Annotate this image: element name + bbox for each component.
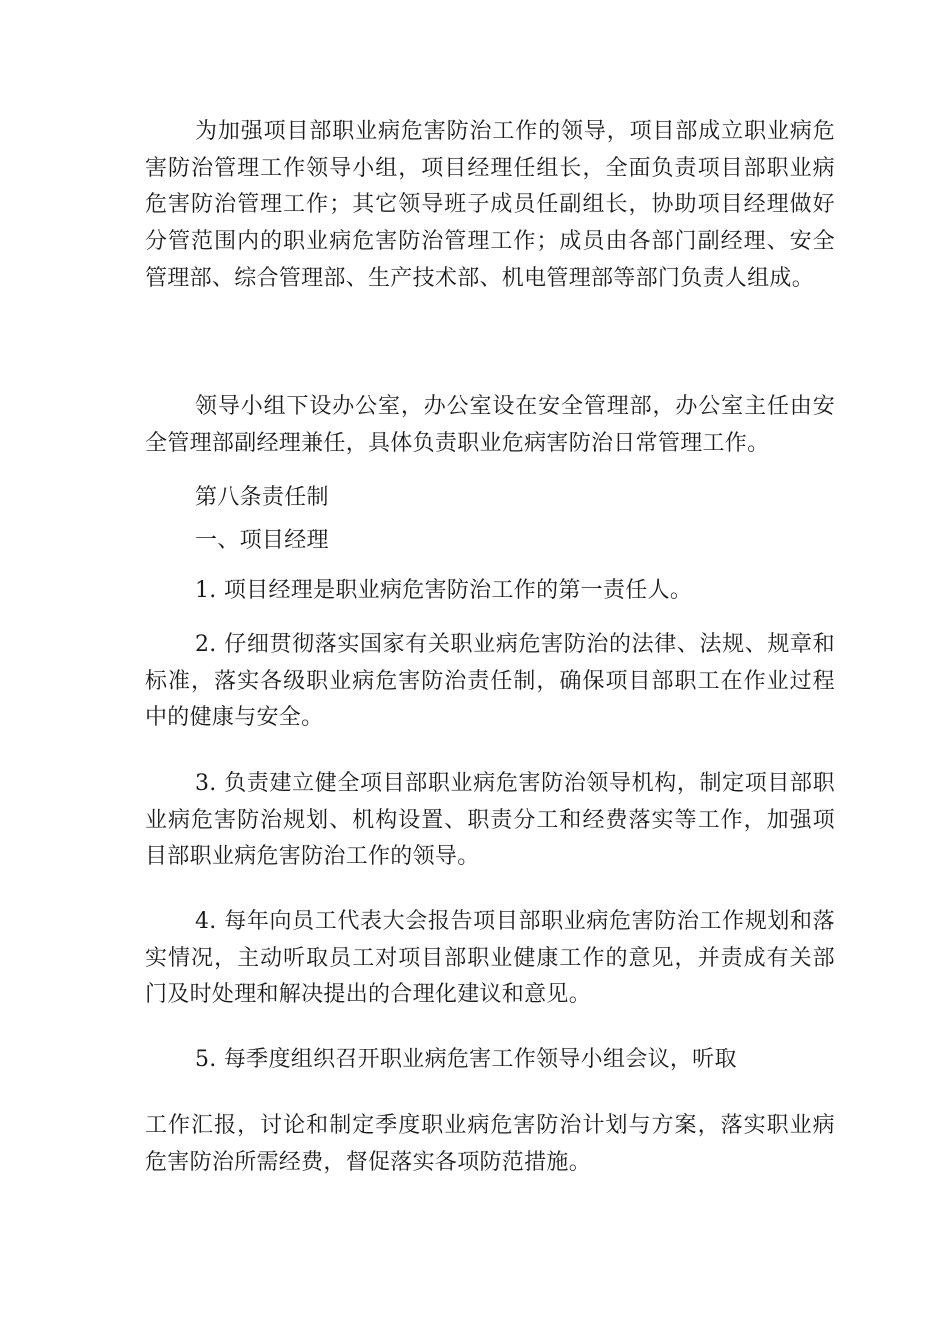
list-item: 2. 仔细贯彻落实国家有关职业病危害防治的法律、法规、规章和标准，落实各级职业病危害防治责任制，确保项目部职工在作业过程中的健康与安全。 xyxy=(145,632,835,731)
paragraph-continuation: 工作汇报，讨论和制定季度职业病危害防治计划与方案，落实职业病危害防治所需经费，督促落实各项防范措施。 xyxy=(145,1113,835,1175)
paragraph-office: 领导小组下设办公室，办公室设在安全管理部，办公室主任由安全管理部副经理兼任，具体负责职业危病害防治日常管理工作。 xyxy=(145,394,835,456)
article-heading: 第八条责任制 xyxy=(195,485,329,510)
section-heading: 一、项目经理 xyxy=(195,528,329,553)
list-item: 5. 每季度组织召开职业病危害工作领导小组会议，听取 xyxy=(195,1047,737,1072)
list-item: 3. 负责建立健全项目部职业病危害防治领导机构，制定项目部职业病危害防治规划、机构设置、职责分工和经费落实等工作，加强项目部职业病危害防治工作的领导。 xyxy=(145,771,835,870)
list-item: 4. 每年向员工代表大会报告项目部职业病危害防治工作规划和落实情况，主动听取员工对项目部职业健康工作的意见，并责成有关部门及时处理和解决提出的合理化建议和意见。 xyxy=(145,909,835,1008)
list-item: 1. 项目经理是职业病危害防治工作的第一责任人。 xyxy=(195,578,693,603)
paragraph-leadership-group: 为加强项目部职业病危害防治工作的领导，项目部成立职业病危害防治管理工作领导小组，项目经理任组长，全面负责项目部职业病危害防治管理工作；其它领导班子成员任副组长，协助项目经理做好分管范围内的职业病危害防治管理工作；成员由各部门副经理、安全管理部、综合管理部、生产技术部、机电管理部等部门负责人组成。 xyxy=(145,119,835,291)
